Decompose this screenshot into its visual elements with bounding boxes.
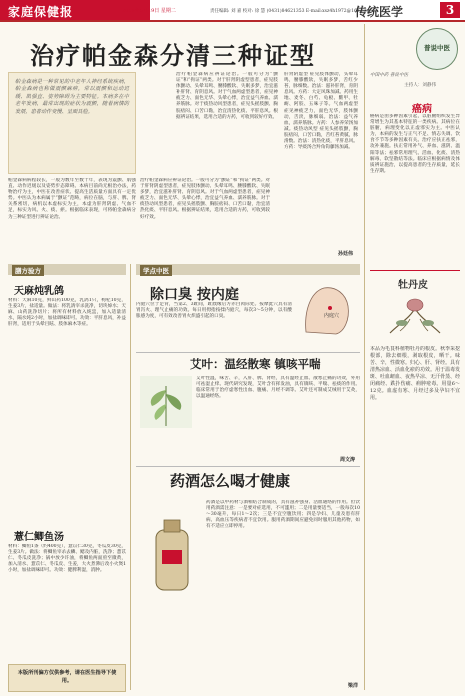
editor-info: 责任编辑: 刘 嘉 校对: 徐 慧 (0431)84621353 E-mail:xsz4h1972@163.com	[210, 9, 371, 14]
wine-text: 药酒是以中药材与酒相结合制成的，具有滋补强身、活血通络的作用。但饮用药酒需注意：一是要对症选用，不可滥用；二是用量要适当，一般每次10～30毫升，每日1～2次；三是不宜空腹饮用；四是孕妇、儿童及患有肝病、高血压等疾病者不宜饮用。服用药酒期间应避免同时服用其他药物，如有不适应立即停用。	[206, 500, 360, 530]
col3-sign: 孙廷伟	[338, 251, 354, 257]
moxa-text: 艾叶性温，味苦、辛，入肝、脾、肾经，具有温经止血、散寒止痛的功效，外用可祛湿止痒。现代研究发现，艾叶含有挥发油，具有镇咳、平喘、祛痰的作用。临床常用于治疗虚寒性出血、腹痛、月经不调等。艾叶还可制成艾绒用于艾灸，以温通经络。	[196, 376, 360, 400]
right-article-title: 癌病	[412, 104, 432, 115]
wine-sign: 梁洋	[348, 683, 359, 689]
column-divider	[364, 24, 365, 690]
newspaper-title: 家庭保健报	[8, 5, 74, 19]
herb-rule	[370, 270, 460, 271]
notice-text: 本版所刊偏方仅供参考，请在医生指导下使用。	[17, 670, 117, 684]
lead-box	[8, 72, 136, 174]
recipe1-text: 材料：天麻10克，鲜山药100克，乳鸽1只，枸杞10克，生姜3片，盐适量。做法：将乳鸽宰杀洗净，切块焯水；天麻、山药洗净切片；将所有材料放入炖盅，加入适量清水，隔水炖2小时，加盐调味即可。功效：平肝息风，补益肝肾，适用于头晕目眩、肢体麻木等症。	[8, 298, 126, 328]
odor-title: 除口臭 按内庭	[150, 287, 239, 303]
lead-text: 帕金森病是一种常见的中老年人神经系统疾病，帕金森病也称做震颤麻痹，常以震颤和运动迟缓、肌强直、姿势障碍为主要特征。本病多在中老年发病，最常出现的症状为震颤，随着病情的发展，患者动作变慢、呈面具脸。	[15, 79, 129, 115]
foot-icon	[296, 282, 358, 338]
article-col3-top: 治疗帕金森病应辨证论治。一般可分为“颤证”和“拘证”两类。对于肝肾阴虚型患者，症见肢体颤动、头晕耳鸣、腰膝酸软、失眠多梦，治宜滋补肝肾、育阴息风。对于气血两虚型患者，症见神疲乏力、面色无华、头晕心悸，治宜益气养血、濡养筋脉。对于痰热动风型患者，症见头摇肢颤、胸脘痞闷、口苦口黏，治宜清热化痰、平肝息风。根据辨证结果，选用合适的方药，可收到较好疗效。	[176, 72, 278, 120]
study-section-label: 学点中医	[140, 265, 172, 276]
foot-diagram	[296, 282, 358, 338]
acupoint-label: 内庭穴	[324, 313, 340, 319]
moxa-rule	[136, 352, 360, 353]
peony-icon	[380, 293, 450, 341]
logo-text: 普说中医	[424, 44, 450, 52]
article-col1: 帕金森病病程较长，一般为数年至数十年，表现为震颤、肌强直、动作迟缓以及姿势步态障碍。本病目前尚无根治办法，药物治疗为主，中医在改善症状、提高生活质量方面具有一定优势。中医认为本病属于“颤证”范畴，病位在脑，与肝、脾、肾关系密切，病机以本虚标实为主，本虚为肝肾阴虚、气血不足，标实为风、火、痰、瘀。根据临床表现，可将帕金森病分为三种证型进行辨证论治。	[8, 178, 136, 220]
recipe2-text: 材料：鲫鱼1条（约400克），薏苡仁30克，冬瓜皮30克，生姜3片。做法：将鲫鱼宰杀去鳞、鳃及内脏，洗净；薏苡仁、冬瓜皮洗净；锅中放少许油，将鲫鱼两面煎至微黄，加入清水、薏苡仁、冬瓜皮、生姜，大火煮沸后改小火煲1小时，加盐调味即可。功效：健脾利湿，消肿。	[8, 544, 126, 574]
page-number: 3	[440, 2, 460, 18]
diet-section-label: 膳方验方	[12, 265, 44, 276]
herb-text: 本品为毛茛科植物牡丹的根皮。秋季采挖根部，除去细根，剥取根皮，晒干。味苦、辛，性微寒。归心、肝、肾经。具有清热凉血、活血化瘀的功效。用于温毒发斑、吐血衄血、夜热早凉、无汗骨蒸、经闭痛经、跌扑伤痛、痈肿疮毒。用量6～12克。血虚有寒、月经过多及孕妇不宜用。	[370, 346, 460, 401]
moxa-title: 艾叶：温经散寒 镇咳平喘	[190, 357, 321, 371]
moxa-sign: 周文涛	[340, 457, 356, 463]
recipe2-title: 薏仁鲫鱼汤	[14, 532, 64, 543]
wine-rule	[136, 466, 360, 467]
left-divider	[130, 264, 131, 690]
leaf-icon	[140, 376, 192, 428]
right-article-text: 癌病是由多种因素引起，以脏腑组织发生异常增生为其基本特征的一类疾病。其病位在脏腑，病理变化以正虚邪实为主。中医认为，本病的发生与正气不足、情志失调、饮食不节等多种因素有关。治疗应扶正祛邪，攻补兼施。扶正常用补气、养血、滋阴、温阳等法；祛邪常用理气、活血、化痰、清热解毒、软坚散结等法。临床应根据病情及体质辨证施治，以提高患者的生存质量，延长生存期。	[370, 114, 460, 174]
article-col3: 肝肾阴虚型 症见肢体颤动，头晕耳鸣，腰膝酸软，失眠多梦，舌红少苔，脉细数。治法：滋补肝肾，育阴息风。方药：大定风珠加减。药用生地、麦冬、白芍、龟板、鳖甲、牡蛎、阿胶、五味子等。气血两虚型 症见神疲乏力，面色无华，肢体颤动，舌淡，脉细弱。治法：益气养血，濡养筋脉。方药：人参养荣汤加减。痰热动风型 症见头摇肢颤，胸脘痞闷，口苦口黏，舌红苔黄腻，脉滑数。治法：清热化痰，平肝息风。方药：导痰汤合羚角钩藤汤加减。	[284, 72, 358, 151]
notice-box	[8, 664, 126, 692]
main-headline: 治疗帕金森分清三种证型	[30, 41, 316, 70]
herb-title: 牡丹皮	[398, 280, 428, 291]
recipe1-title: 天麻炖乳鸽	[14, 286, 64, 297]
column-title: 传统医学	[355, 5, 404, 19]
slogan: 中国中药 普说中医	[370, 73, 409, 78]
herb-illustration	[380, 293, 450, 341]
column-editor: 主持人：刘静伟	[404, 83, 437, 88]
article-col2: 治疗帕金森病应辨证论治。一般可分为“颤证”和“拘证”两类。对于肝肾阴虚型患者，症见肢体颤动、头晕耳鸣、腰膝酸软、失眠多梦，治宜滋补肝肾、育阴息风。对于气血两虚型患者，症见神疲乏力、面色无华、头晕心悸，治宜益气养血、濡养筋脉。对于痰热动风型患者，症见头摇肢颤、胸脘痞闷、口苦口黏，治宜清热化痰、平肝息风。根据辨证结果，选用合适的方药，可收到较好疗效。	[140, 178, 270, 220]
logo-circle	[416, 28, 458, 70]
odor-text: 内庭穴位于足背，当第2、3趾间，趾蹼缘后方赤白肉际处。按摩此穴具有清胃泻火、理气止痛的功效。每日用拇指按揉内庭穴，每次3～5分钟，以有酸胀感为度，可有效改善胃火炽盛引起的口臭。	[136, 302, 292, 320]
wine-title: 药酒怎么喝才健康	[170, 472, 291, 490]
mugwort-image	[140, 376, 192, 428]
issue-date: 2016年5月19日 星期二	[122, 8, 176, 14]
